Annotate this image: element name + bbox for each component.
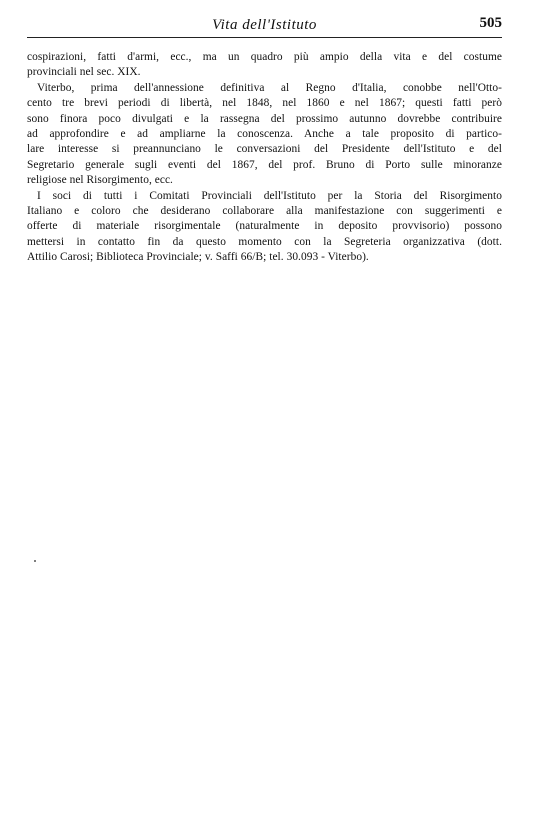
text-line: mettersi in contatto fin da questo momento con la Segreteria organizzativa (dott. bbox=[27, 235, 502, 248]
running-head-title: Vita dell'Istituto bbox=[212, 17, 317, 33]
text-line: Attilio Carosi; Biblioteca Provinciale; v. Saffi 66/B; tel. 30.093 - Viterbo). bbox=[27, 251, 369, 264]
text-line: cento tre brevi periodi di libertà, nel 1848, nel 1860 e nel 1867; questi fatti però bbox=[27, 97, 502, 110]
scan-speck bbox=[34, 560, 36, 562]
text-line: lare interesse si preannunciano le conversazioni del Presidente dell'Istituto e del bbox=[27, 143, 502, 156]
article-body bbox=[27, 50, 502, 265]
text-line: ad approfondire e ad ampliarne la conoscenza. Anche a tale proposito di partico- bbox=[27, 127, 502, 140]
text-line: Italiano e coloro che desiderano collaborare alla manifestazione con suggerimenti e bbox=[27, 204, 502, 217]
running-head bbox=[27, 14, 502, 36]
text-line: I soci di tutti i Comitati Provinciali dell'Istituto per la Storia del Risorgimento bbox=[37, 189, 502, 202]
text-line: religiose nel Risorgimento, ecc. bbox=[27, 174, 173, 187]
text-line: cospirazioni, fatti d'armi, ecc., ma un quadro più ampio della vita e del costume bbox=[27, 51, 502, 63]
text-line: provinciali nel sec. XIX. bbox=[27, 66, 141, 79]
text-line: offerte di materiale risorgimentale (naturalmente in deposito provvisorio) possono bbox=[27, 220, 502, 233]
page-number: 505 bbox=[479, 15, 502, 31]
text-line: Viterbo, prima dell'annessione definitiva al Regno d'Italia, conobbe nell'Otto- bbox=[37, 81, 502, 94]
header-rule bbox=[27, 37, 502, 38]
text-line: sono finora poco divulgati e la rassegna del prossimo autunno dovrebbe contribuire bbox=[27, 112, 502, 125]
text-line: Segretario generale sugli eventi del 1867, del prof. Bruno di Porto sulle minoranze bbox=[27, 158, 502, 171]
